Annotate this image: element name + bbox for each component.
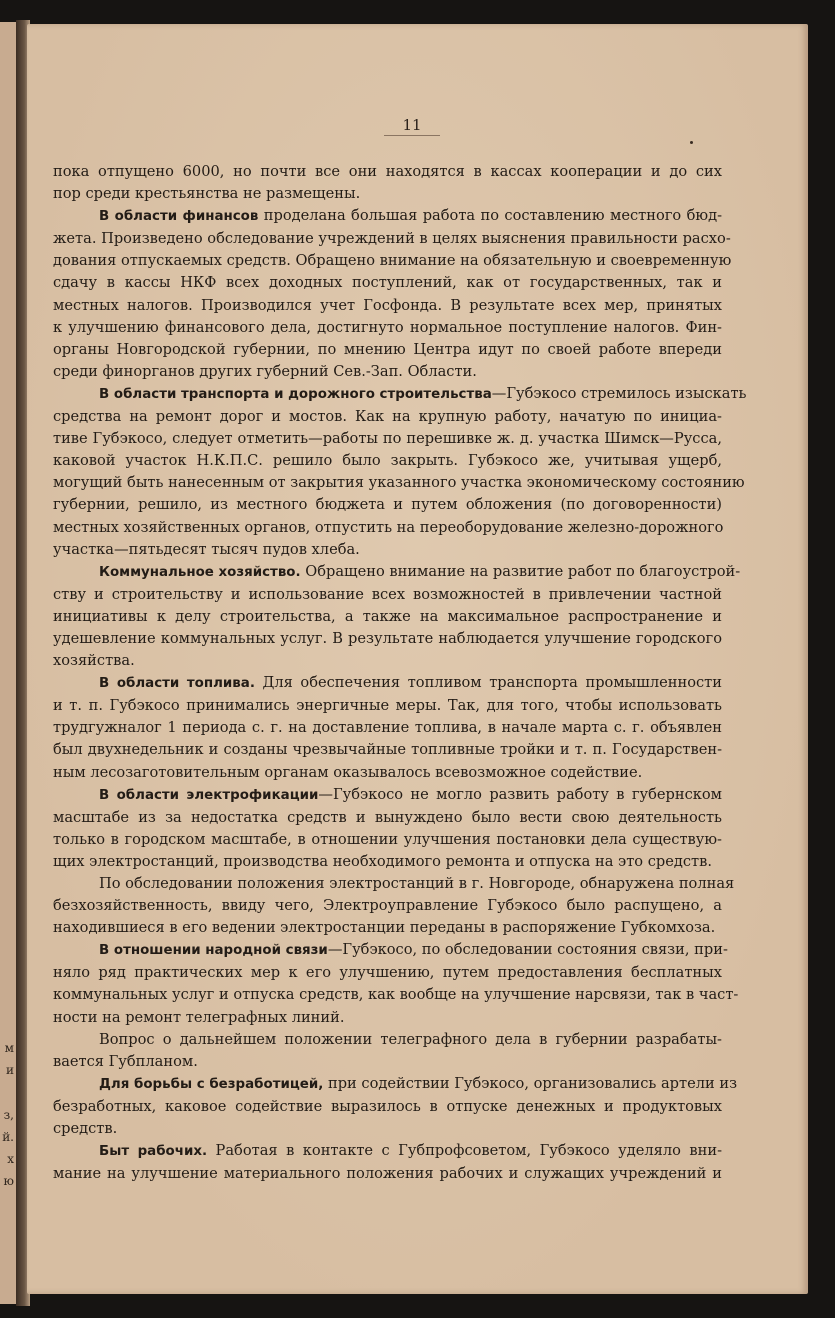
text-line xyxy=(53,295,722,317)
text-line xyxy=(53,829,722,851)
text-line xyxy=(53,539,722,561)
paragraph xyxy=(53,672,722,783)
text-run: находившиеся в его ведении электростанции переданы в распоряжение Губкомхоза. xyxy=(53,919,716,937)
text-run: тиве Губэкосо, следует отметить—работы по перешивке ж. д. участка Шимск—Русса, xyxy=(53,430,722,448)
text-run: удешевление коммунальных услуг. В результате наблюдается улучшение городского xyxy=(53,629,722,647)
text-line xyxy=(53,383,747,406)
margin-fragment: и xyxy=(6,1063,14,1078)
text-run: Обращено внимание на развитие работ по благоустрой- xyxy=(300,562,741,580)
text-line xyxy=(53,1073,738,1096)
text-line xyxy=(53,628,722,650)
paragraph xyxy=(53,784,722,873)
text-run: ным лесозаготовительным органам оказывалось всевозможное содействие. xyxy=(53,763,643,781)
text-run: дования отпускаемых средств. Обращено внимание на обязательную и своевременную xyxy=(53,252,732,270)
text-line xyxy=(53,873,735,895)
text-run: трудгужналог 1 периода с. г. на доставление топлива, в начале марта с. г. объявлен xyxy=(53,719,722,737)
text-run: хозяйства. xyxy=(53,652,135,670)
text-line xyxy=(53,339,722,361)
text-line xyxy=(53,717,722,739)
text-line xyxy=(53,183,722,205)
text-run: вается Губпланом. xyxy=(53,1052,198,1070)
section-heading: В отношении народной связи xyxy=(99,943,328,959)
text-line xyxy=(53,406,722,428)
margin-fragment xyxy=(0,1081,14,1103)
margin-fragment: м xyxy=(4,1041,14,1055)
text-line xyxy=(53,361,722,383)
text-run: местных налогов. Производился учет Госфонда. В результате всех мер, принятых xyxy=(53,296,722,314)
text-run: Для обеспечения топливом транспорта промышленности xyxy=(254,674,722,692)
text-line xyxy=(53,962,722,984)
text-run: и т. п. Губэкосо принимались энергичные меры. Так, для того, чтобы использовать xyxy=(53,697,722,715)
text-run: пор среди крестьянства не размещены. xyxy=(53,185,361,203)
text-run: мание на улучшение материального положения рабочих и служащих учреждений и xyxy=(53,1165,722,1183)
body-text xyxy=(53,161,747,1185)
text-run: ству и строительству и использование всех возможностей в привлечении частной xyxy=(53,585,722,603)
text-run: щих электростанций, производства необходимого ремонта и отпуска на это средств. xyxy=(53,852,712,870)
text-line xyxy=(53,1096,722,1118)
margin-fragment: ю xyxy=(3,1174,14,1189)
paragraph xyxy=(53,383,747,561)
text-run: к улучшению финансового дела, достигнуто нормальное поступление налогов. Фин- xyxy=(53,318,722,336)
section-heading: В области финансов xyxy=(99,209,259,225)
margin-fragment: з, xyxy=(3,1107,14,1122)
text-run: жета. Произведено обследование учреждений в целях выяснения правильности расхо- xyxy=(53,230,731,248)
section-heading: Для борьбы с безработицей, xyxy=(99,1076,324,1092)
text-line xyxy=(53,272,722,294)
section-heading: Быт рабочих. xyxy=(99,1144,208,1160)
paragraph xyxy=(53,1029,722,1073)
text-run: —Губэкосо, по обследовании состояния связи, при- xyxy=(327,941,728,959)
paragraph xyxy=(53,873,735,939)
text-run: местных хозяйственных органов, отпустить на переоборудование железно-дорожного xyxy=(53,518,724,536)
text-run: безработных, каковое содействие выразилось в отпуске денежных и продуктовых xyxy=(53,1097,722,1115)
text-line xyxy=(53,228,731,250)
text-run: инициативы к делу строительства, а также на максимальное распространение и xyxy=(53,607,722,625)
text-line xyxy=(53,984,739,1006)
text-line xyxy=(53,494,722,516)
text-line xyxy=(53,784,722,807)
text-line xyxy=(53,606,722,628)
section-heading: В области электрофикации xyxy=(99,787,319,803)
text-line xyxy=(53,1051,722,1073)
text-line xyxy=(53,1007,722,1029)
text-line xyxy=(53,917,722,939)
text-run: каковой участок Н.К.П.С. решило было закрыть. Губэкосо же, учитывая ущерб, xyxy=(53,452,722,470)
text-run: проделана большая работа по составлению местного бюд- xyxy=(258,207,722,225)
paragraph xyxy=(53,161,722,205)
text-line xyxy=(53,1163,722,1185)
text-line xyxy=(53,205,722,228)
text-run: Работая в контакте с Губпрофсоветом, Губэкосо уделяло вни- xyxy=(207,1142,722,1160)
text-run: органы Новгородской губернии, по мнению Центра идут по своей работе впереди xyxy=(53,340,722,358)
margin-fragment: х xyxy=(7,1151,14,1166)
text-line xyxy=(53,739,722,761)
text-run: Вопрос о дальнейшем положении телеграфного дела в губернии разрабаты- xyxy=(99,1030,722,1048)
text-run: среди финорганов других губерний Сев.-Зап. Области. xyxy=(53,362,477,380)
text-line xyxy=(53,762,722,784)
text-line xyxy=(53,851,722,873)
text-run: средств. xyxy=(53,1120,118,1138)
paragraph xyxy=(53,561,741,672)
text-line xyxy=(53,317,722,339)
text-line xyxy=(53,561,741,584)
section-heading: В области топлива. xyxy=(99,676,255,692)
text-line xyxy=(53,584,722,606)
text-line xyxy=(53,695,722,717)
text-run: участка—пятьдесят тысяч пудов хлеба. xyxy=(53,540,360,558)
page-number: 11 xyxy=(384,116,440,136)
previous-page-edge xyxy=(0,22,17,1304)
text-run: был двухнедельник и созданы чрезвычайные топливные тройки и т. п. Государствен- xyxy=(53,741,722,759)
paragraph xyxy=(53,1140,722,1185)
text-run: могущий быть нанесенным от закрытия указанного участка экономическому состоянию xyxy=(53,474,745,492)
text-run: безхозяйственность, ввиду чего, Электроуправление Губэкосо было распущено, а xyxy=(53,897,722,915)
text-run: средства на ремонт дорог и мостов. Как на крупную работу, начатую по инициа- xyxy=(53,408,722,426)
section-heading: Коммунальное хозяйство. xyxy=(99,564,301,580)
text-line xyxy=(53,428,722,450)
text-run: няло ряд практических мер к его улучшению, путем предоставления бесплатных xyxy=(53,964,722,982)
previous-page-text-fragments xyxy=(0,1037,14,1192)
text-line xyxy=(53,1140,722,1163)
text-line xyxy=(53,472,745,494)
paragraph xyxy=(53,939,739,1028)
text-line xyxy=(53,161,722,183)
text-line xyxy=(53,1029,722,1051)
text-run: ности на ремонт телеграфных линий. xyxy=(53,1008,345,1026)
text-run: —Губэкосо не могло развить работу в губернском xyxy=(318,785,722,803)
text-line xyxy=(53,250,732,272)
section-heading: В области транспорта и дорожного строительства xyxy=(99,386,492,402)
text-run: губернии, решило, из местного бюджета и путем обложения (по договоренности) xyxy=(53,496,722,514)
text-run: коммунальных услуг и отпуска средств, как вообще на улучшение нарсвязи, так в част- xyxy=(53,986,739,1004)
paper-speck xyxy=(690,141,693,144)
text-run: при содействии Губэкосо, организовались артели из xyxy=(323,1074,738,1092)
text-run: сдачу в кассы НКФ всех доходных поступлений, как от государственных, так и xyxy=(53,274,722,292)
text-line xyxy=(53,939,728,962)
text-line xyxy=(53,1118,722,1140)
paragraph xyxy=(53,1073,738,1140)
text-line xyxy=(53,517,722,539)
text-line xyxy=(53,672,722,695)
text-run: По обследовании положения электростанций в г. Новгороде, обнаружена полная xyxy=(99,875,735,892)
margin-fragment: й. xyxy=(2,1129,14,1144)
text-line xyxy=(53,450,722,472)
text-run: только в городском масштабе, в отношении улучшения постановки дела существую- xyxy=(53,830,722,848)
text-run: —Губэкосо стремилось изыскать xyxy=(491,384,747,402)
text-line xyxy=(53,895,722,917)
text-run: пока отпущено 6000, но почти все они находятся в кассах кооперации и до сих xyxy=(53,163,722,180)
text-line xyxy=(53,807,722,829)
text-run: масштабе из за недостатка средств и вынуждено было вести свою деятельность xyxy=(53,808,722,826)
text-line xyxy=(53,650,722,672)
paragraph xyxy=(53,205,732,383)
